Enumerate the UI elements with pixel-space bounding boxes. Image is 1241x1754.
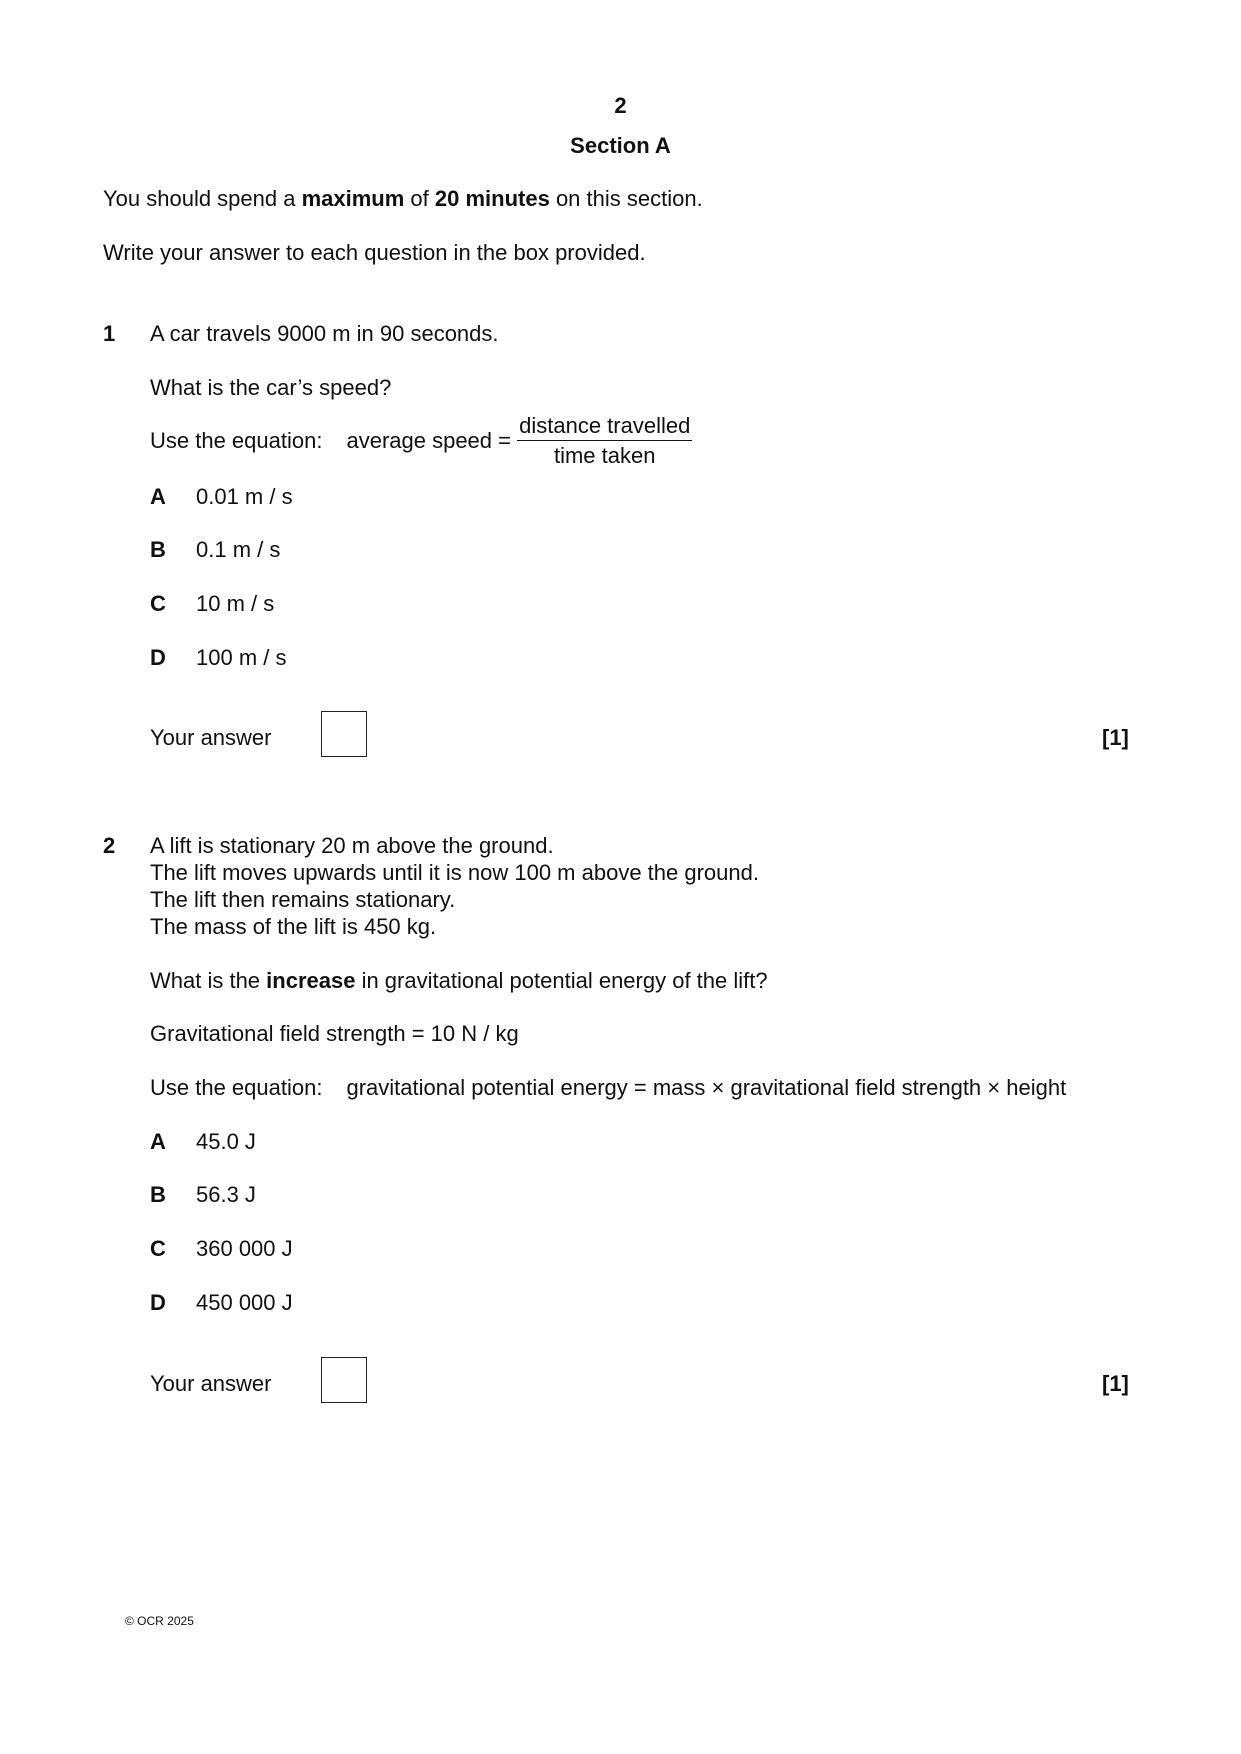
q1-marks: [1] <box>1102 725 1129 750</box>
page-number: 2 <box>614 93 627 118</box>
intro-time-instruction <box>103 185 703 212</box>
q1-equation-denominator: time taken <box>553 443 656 468</box>
q2-equation <box>150 1074 1066 1101</box>
q1-option-a-letter: A <box>150 484 166 509</box>
q2-option-b-text: 56.3 J <box>196 1182 256 1207</box>
q2-equation-text: gravitational potential energy = mass × gravitational field strength × height <box>346 1075 1067 1100</box>
q1-answer-label: Your answer <box>150 725 272 750</box>
q1-option-c-letter: C <box>150 591 166 616</box>
q2-question-text-2: in gravitational potential energy of the lift? <box>355 968 768 993</box>
intro-text-3: on this section. <box>549 186 703 211</box>
q2-option-d-letter: D <box>150 1290 166 1315</box>
intro-answer-instruction: Write your answer to each question in the box provided. <box>103 240 646 265</box>
q1-option-b-text: 0.1 m / s <box>196 537 281 562</box>
q1-equation-lhs: average speed = <box>346 428 511 453</box>
q2-option-c-letter: C <box>150 1236 166 1261</box>
q2-option-a-text: 45.0 J <box>196 1129 256 1154</box>
intro-bold-minutes: 20 minutes <box>434 186 550 211</box>
q2-option-b-letter: B <box>150 1182 166 1207</box>
q1-number: 1 <box>103 321 116 346</box>
q2-stem-line-4: The mass of the lift is 450 kg. <box>150 914 437 939</box>
q2-number: 2 <box>103 833 116 858</box>
q1-equation-numerator: distance travelled <box>517 412 692 441</box>
q1-stem: A car travels 9000 m in 90 seconds. <box>150 321 499 346</box>
q2-marks: [1] <box>1102 1371 1129 1396</box>
q1-option-d-text: 100 m / s <box>196 645 287 670</box>
q1-option-c-text: 10 m / s <box>196 591 275 616</box>
q1-equation-fraction <box>517 412 692 469</box>
q1-option-a-text: 0.01 m / s <box>196 484 293 509</box>
q2-answer-box[interactable] <box>321 1357 367 1403</box>
q2-option-a-letter: A <box>150 1129 166 1154</box>
q2-question-bold: increase <box>266 968 356 993</box>
q1-equation <box>150 412 692 469</box>
q1-question: What is the car’s speed? <box>150 375 392 400</box>
q1-option-b-letter: B <box>150 537 166 562</box>
q1-option-d-letter: D <box>150 645 166 670</box>
q2-stem-line-1: A lift is stationary 20 m above the ground. <box>150 833 554 858</box>
q1-equation-prefix: Use the equation: <box>150 428 323 453</box>
q2-stem-line-2: The lift moves upwards until it is now 100 m above the ground. <box>150 860 759 885</box>
q2-question <box>150 967 768 994</box>
q2-question-text-1: What is the <box>150 968 267 993</box>
intro-bold-maximum: maximum <box>301 186 405 211</box>
intro-text-2: of <box>404 186 435 211</box>
q2-answer-label: Your answer <box>150 1371 272 1396</box>
q2-given: Gravitational field strength = 10 N / kg <box>150 1021 519 1046</box>
q2-stem-line-3: The lift then remains stationary. <box>150 887 456 912</box>
intro-text-1: You should spend a <box>103 186 302 211</box>
footer-copyright: © OCR 2025 <box>125 1614 194 1628</box>
q1-answer-box[interactable] <box>321 711 367 757</box>
q2-equation-prefix: Use the equation: <box>150 1075 323 1100</box>
q2-option-c-text: 360 000 J <box>196 1236 293 1261</box>
section-title: Section A <box>570 133 671 158</box>
q2-option-d-text: 450 000 J <box>196 1290 293 1315</box>
